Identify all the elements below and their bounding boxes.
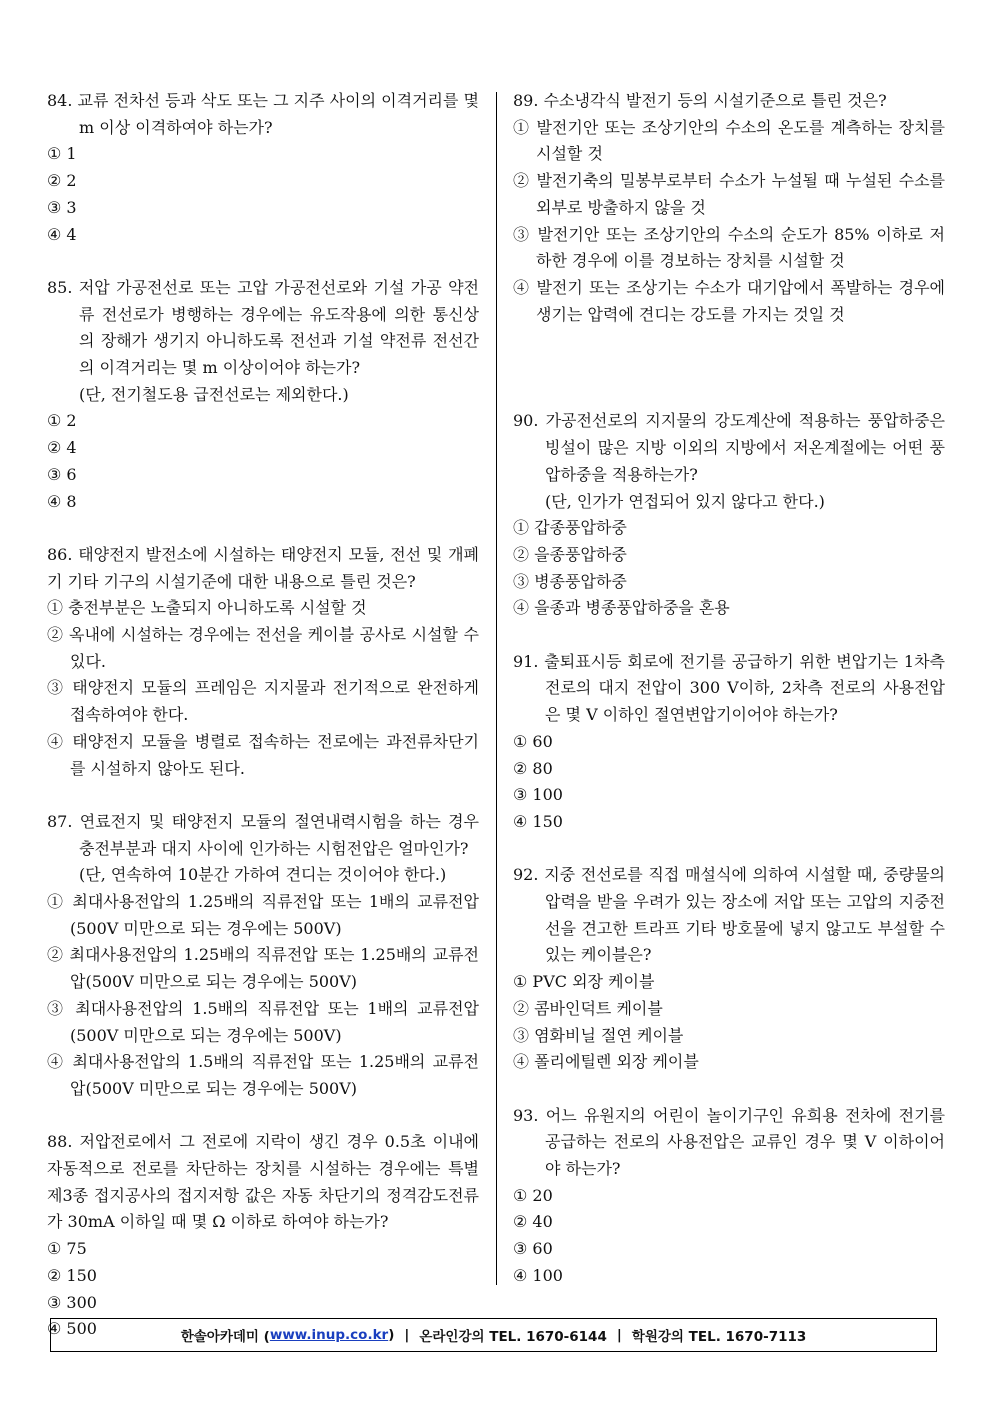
option[interactable]: ③ 60 — [513, 1239, 553, 1259]
question-85 — [47, 275, 479, 515]
option[interactable]: ④ 발전기 또는 조상기는 수소가 대기압에서 폭발하는 경우에 생기는 압력에 견디는 강도를 가지는 것일 것 — [513, 277, 945, 324]
option[interactable]: ④ 4 — [47, 224, 77, 244]
option[interactable]: ② 80 — [513, 758, 553, 778]
option[interactable]: ① 20 — [513, 1185, 553, 1205]
option[interactable]: ③ 300 — [47, 1292, 97, 1312]
footer-academy: 한솔아카데미 ( — [180, 1329, 270, 1345]
question-87 — [47, 809, 479, 1103]
footer-box — [50, 1318, 937, 1352]
question-93 — [513, 1103, 945, 1290]
option[interactable]: ① PVC 외장 케이블 — [513, 972, 655, 992]
right-column — [513, 88, 945, 1290]
option[interactable]: ② 을종풍압하중 — [513, 544, 627, 564]
question-90-note: (단, 인가가 연접되어 있지 않다고 한다.) — [545, 491, 825, 511]
question-86-stem: 86. 태양전지 발전소에 시설하는 태양전지 모듈, 전선 및 개폐기 기타 기구의 시설기준에 대한 내용으로 틀린 것은? — [47, 544, 479, 591]
option[interactable]: ① 발전기안 또는 조상기안의 수소의 온도를 계측하는 장치를 시설할 것 — [513, 117, 945, 164]
column-divider — [496, 92, 497, 1285]
option[interactable]: ④ 폴리에틸렌 외장 케이블 — [513, 1052, 699, 1072]
option[interactable]: ① 1 — [47, 144, 77, 164]
option[interactable]: ② 40 — [513, 1212, 553, 1232]
option[interactable]: ② 4 — [47, 438, 77, 458]
option[interactable]: ① 최대사용전압의 1.25배의 직류전압 또는 1배의 교류전압(500V 미만으로 되는 경우에는 500V) — [47, 892, 479, 938]
question-90-options — [513, 515, 945, 622]
option[interactable]: ④ 150 — [513, 811, 563, 831]
footer-offline-phone: 학원강의 TEL. 1670-7113 — [631, 1329, 807, 1345]
option[interactable]: ③ 태양전지 모듈의 프레임은 지지물과 전기적으로 완전하게 접속하여야 한다. — [47, 678, 479, 725]
question-91-options — [513, 729, 945, 836]
option[interactable]: ③ 100 — [513, 785, 563, 805]
option[interactable]: ② 콤바인덕트 케이블 — [513, 998, 663, 1018]
option[interactable]: ③ 6 — [47, 464, 77, 484]
footer-online-phone: 온라인강의 TEL. 1670-6144 — [419, 1329, 607, 1345]
question-87-options — [47, 889, 479, 1103]
option[interactable]: ④ 500 — [47, 1319, 97, 1339]
option[interactable]: ① 75 — [47, 1239, 87, 1259]
option[interactable]: ③ 최대사용전압의 1.5배의 직류전압 또는 1배의 교류전압(500V 미만으로 되는 경우에는 500V) — [47, 998, 479, 1045]
question-89-options — [513, 115, 945, 329]
question-84 — [47, 88, 479, 248]
option[interactable]: ① 갑종풍압하중 — [513, 518, 627, 538]
question-88 — [47, 1129, 479, 1343]
left-column — [47, 88, 479, 1343]
question-85-options — [47, 408, 479, 515]
question-90-stem: 90. 가공전선로의 지지물의 강도계산에 적용하는 풍압하중은 빙설이 많은 지방 이외의 지방에서 저온계절에는 어떤 풍압하중을 적용하는가? — [513, 411, 945, 484]
option[interactable]: ④ 8 — [47, 491, 77, 511]
option[interactable]: ② 옥내에 시설하는 경우에는 전선을 케이블 공사로 시설할 수 있다. — [47, 625, 479, 671]
option[interactable]: ② 발전기축의 밀봉부로부터 수소가 누설될 때 누설된 수소를 외부로 방출하지 않을 것 — [513, 171, 945, 217]
option[interactable]: ③ 병종풍압하중 — [513, 571, 627, 591]
footer-separator: | — [616, 1327, 622, 1343]
option[interactable]: ③ 3 — [47, 197, 77, 217]
question-88-stem: 88. 저압전로에서 그 전로에 지락이 생긴 경우 0.5초 이내에 자동적으로 전로를 차단하는 장치를 시설하는 경우에는 특별 제3종 접지공사의 접지저항 값은 자동 차단기의 정격감도전류가 30mA 이하일 때 몇 Ω 이하로 하여야 하는가? — [47, 1132, 479, 1232]
question-86-options — [47, 595, 479, 782]
option[interactable]: ④ 100 — [513, 1265, 563, 1285]
question-86 — [47, 542, 479, 782]
option[interactable]: ② 최대사용전압의 1.25배의 직류전압 또는 1.25배의 교류전압(500V 미만으로 되는 경우에는 500V) — [47, 945, 479, 992]
option[interactable]: ③ 염화비닐 절연 케이블 — [513, 1025, 684, 1045]
question-87-stem: 87. 연료전지 및 태양전지 모듈의 절연내력시험을 하는 경우 충전부분과 대지 사이에 인가하는 시험전압은 얼마인가? — [47, 811, 479, 858]
question-91 — [513, 649, 945, 836]
footer-paren-close: ) — [388, 1327, 395, 1343]
footer-separator: | — [404, 1327, 410, 1343]
option[interactable]: ① 60 — [513, 731, 553, 751]
question-90 — [513, 408, 945, 622]
option[interactable]: ④ 태양전지 모듈을 병렬로 접속하는 전로에는 과전류차단기를 시설하지 않아도 된다. — [47, 731, 479, 778]
option[interactable]: ② 150 — [47, 1265, 97, 1285]
option[interactable]: ① 2 — [47, 411, 77, 431]
question-92 — [513, 862, 945, 1076]
option[interactable]: ④ 을종과 병종풍압하중을 혼용 — [513, 598, 730, 618]
option[interactable]: ② 2 — [47, 171, 77, 191]
question-84-stem: 84. 교류 전차선 등과 삭도 또는 그 지주 사이의 이격거리를 몇 m 이상 이격하여야 하는가? — [47, 91, 479, 137]
footer-website-link[interactable]: www.inup.co.kr — [269, 1327, 389, 1343]
option[interactable]: ④ 최대사용전압의 1.5배의 직류전압 또는 1.25배의 교류전압(500V 미만으로 되는 경우에는 500V) — [47, 1052, 479, 1098]
option[interactable]: ③ 발전기안 또는 조상기안의 수소의 순도가 85% 이하로 저하한 경우에 이를 경보하는 장치를 시설할 것 — [513, 224, 945, 271]
question-89 — [513, 88, 945, 328]
question-87-note: (단, 연속하여 10분간 가하여 견디는 것이어야 한다.) — [79, 865, 447, 885]
question-92-stem: 92. 지중 전선로를 직접 매설식에 의하여 시설할 때, 중량물의 압력을 받을 우려가 있는 장소에 저압 또는 고압의 지중전선을 견고한 트라프 기타 방호물에 넣지 않고도 부설할 수 있는 케이블은? — [513, 865, 945, 965]
question-85-stem: 85. 저압 가공전선로 또는 고압 가공전선로와 기설 가공 약전류 전선로가 병행하는 경우에는 유도작용에 의한 통신상의 장해가 생기지 아니하도록 전선과 기설 약전류 전선간의 이격거리는 몇 m 이상이어야 하는가? — [47, 277, 479, 378]
question-92-options — [513, 969, 945, 1076]
question-93-options — [513, 1183, 945, 1290]
question-85-note: (단, 전기철도용 급전선로는 제외한다.) — [79, 384, 349, 404]
question-91-stem: 91. 출퇴표시등 회로에 전기를 공급하기 위한 변압기는 1차측 전로의 대지 전압이 300 V이하, 2차측 전로의 사용전압은 몇 V 이하인 절연변압기이어야 하는가? — [513, 651, 945, 725]
option[interactable]: ① 충전부분은 노출되지 아니하도록 시설할 것 — [47, 598, 367, 618]
question-89-stem: 89. 수소냉각식 발전기 등의 시설기준으로 틀린 것은? — [513, 91, 887, 110]
question-93-stem: 93. 어느 유원지의 어린이 놀이기구인 유희용 전차에 전기를 공급하는 전로의 사용전압은 교류인 경우 몇 V 이하이어야 하는가? — [513, 1105, 945, 1179]
question-84-options — [47, 141, 479, 248]
